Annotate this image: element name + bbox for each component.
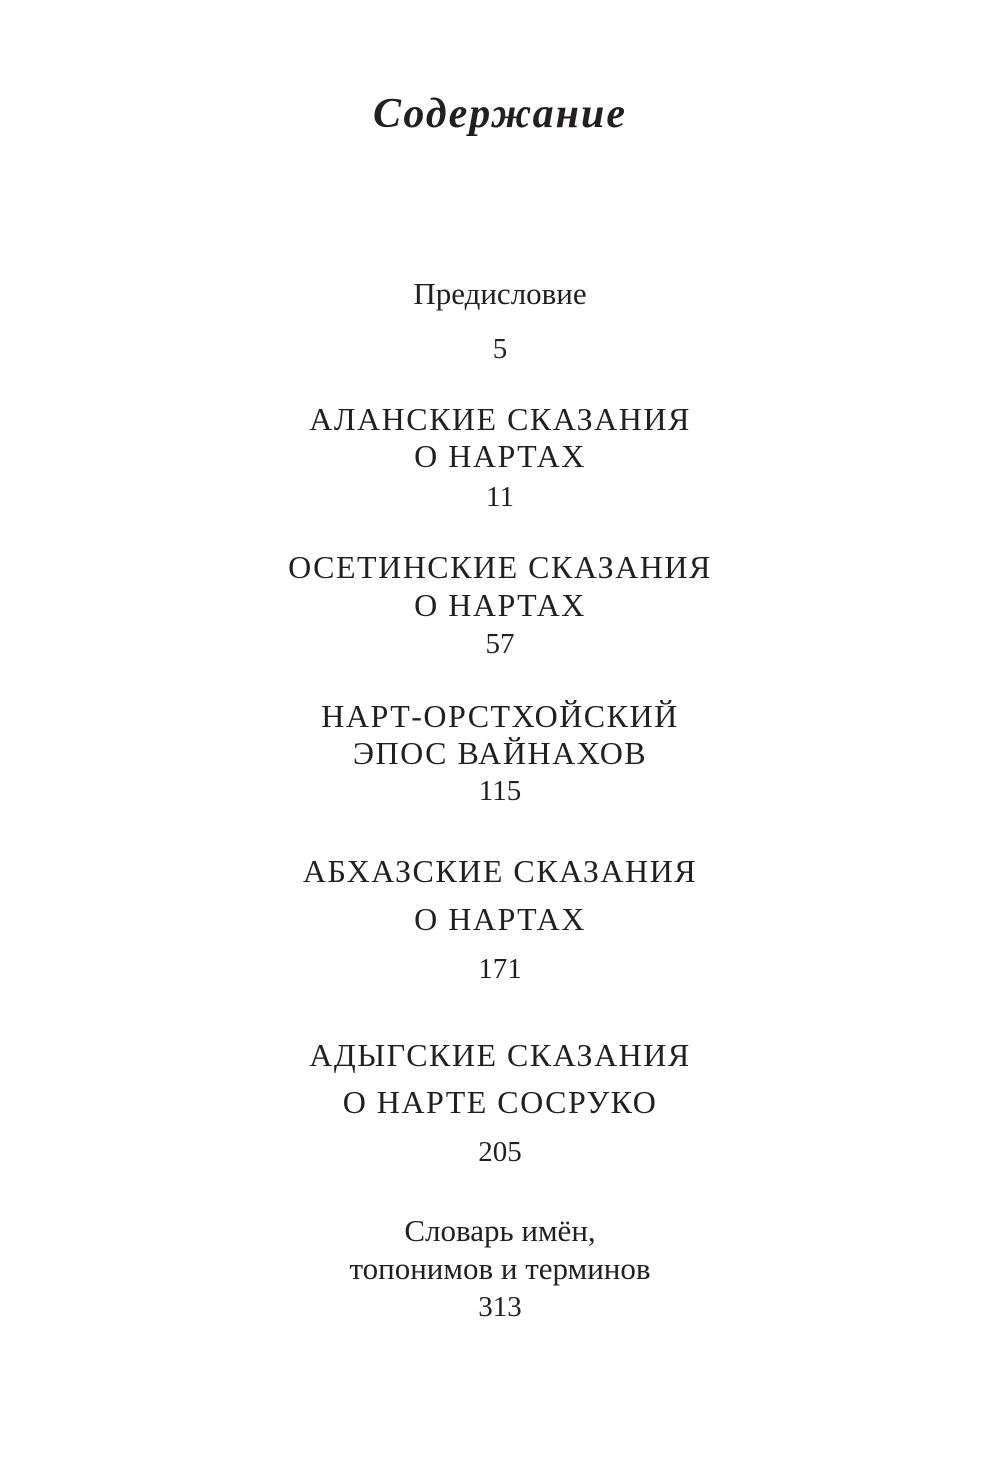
toc-entry-page-number: 171 [478,953,522,985]
toc-entry-page-number: 205 [478,1136,522,1168]
toc-entry-page-number: 57 [485,628,515,660]
toc-entry-title: О НАРТАХ [414,438,586,474]
toc-entry-page-number: 11 [486,481,514,513]
toc-entry-title: Предисловие [413,276,587,311]
toc-entry-title: ЭПОС ВАЙНАХОВ [352,735,648,771]
toc-entry-title: АДЫГСКИЕ СКАЗАНИЯ [309,1037,691,1073]
toc-entry-title: Словарь имён, [404,1213,596,1248]
toc-entry-title: ОСЕТИНСКИЕ СКАЗАНИЯ [288,549,712,585]
toc-entry-page-number: 115 [478,775,522,807]
toc-entry-title: топонимов и терминов [349,1251,651,1286]
page-title: Содержание [373,91,627,137]
toc-entry-page-number: 5 [492,333,508,365]
toc-entry-title: АБХАЗСКИЕ СКАЗАНИЯ [302,853,698,889]
toc-entry-page-number: 313 [478,1291,522,1323]
toc-entry-title: АЛАНСКИЕ СКАЗАНИЯ [309,401,691,437]
toc-entry-title: О НАРТЕ СОСРУКО [342,1084,658,1120]
toc-entry-title: О НАРТАХ [414,587,586,623]
toc-entry-title: НАРТ-ОРСТХОЙСКИЙ [321,698,679,734]
toc-entry-title: О НАРТАХ [414,901,586,937]
